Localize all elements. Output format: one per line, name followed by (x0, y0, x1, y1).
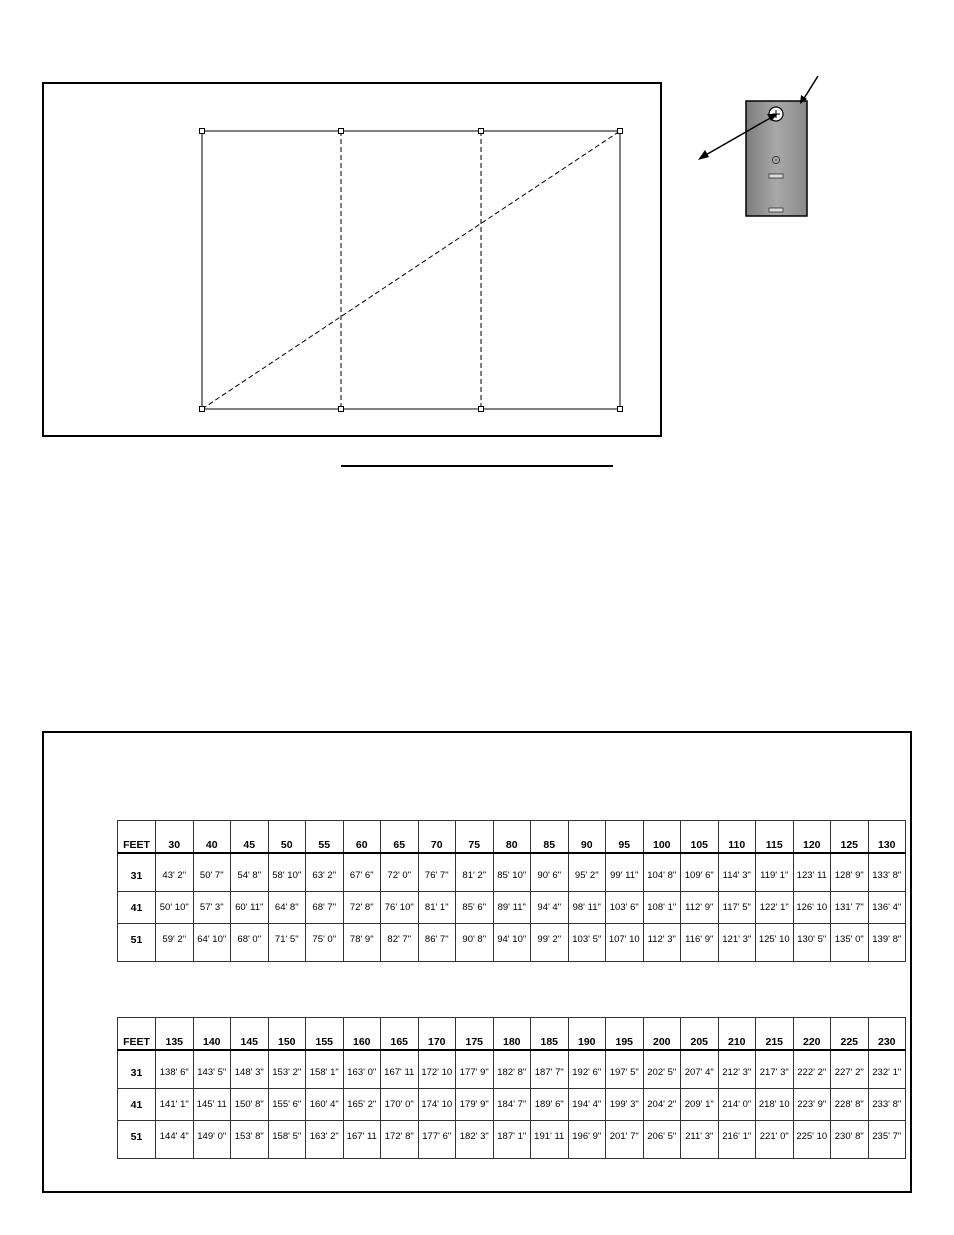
column-header: 220 (793, 1018, 831, 1051)
table-cell: 58' 10" (268, 853, 306, 892)
corner-marker (339, 129, 344, 134)
table-cell: 76' 10" (381, 892, 419, 924)
column-header: 230 (868, 1018, 906, 1051)
column-header: 135 (156, 1018, 194, 1051)
table-cell: 221' 0" (756, 1121, 794, 1159)
table-cell: 201' 7" (606, 1121, 644, 1159)
column-header: 80 (493, 821, 531, 854)
table-cell: 133' 8" (868, 853, 906, 892)
column-header: 55 (306, 821, 344, 854)
table-cell: 232' 1" (868, 1050, 906, 1089)
row-label: 51 (118, 1121, 156, 1159)
slot-icon (769, 174, 783, 178)
column-header: 50 (268, 821, 306, 854)
table-header-row (118, 1018, 906, 1051)
column-header: 175 (456, 1018, 494, 1051)
table-cell: 75' 0" (306, 924, 344, 962)
table-cell: 207' 4" (681, 1050, 719, 1089)
diagonal-line (202, 131, 620, 409)
table-row (118, 924, 906, 962)
column-header: 100 (643, 821, 681, 854)
column-header: 225 (831, 1018, 869, 1051)
table-row (118, 1089, 906, 1121)
column-header: 140 (193, 1018, 231, 1051)
table-cell: 227' 2" (831, 1050, 869, 1089)
row-label: 31 (118, 853, 156, 892)
table-cell: 139' 8" (868, 924, 906, 962)
column-header: 45 (231, 821, 269, 854)
table-cell: 50' 10" (156, 892, 194, 924)
table-cell: 95' 2" (568, 853, 606, 892)
section-title-underline (341, 465, 613, 467)
table-cell: 85' 10" (493, 853, 531, 892)
table-cell: 123' 11 (793, 853, 831, 892)
corner-marker (479, 407, 484, 412)
table-cell: 98' 11" (568, 892, 606, 924)
table-cell: 43' 2" (156, 853, 194, 892)
table-cell: 81' 1" (418, 892, 456, 924)
table-cell: 217' 3" (756, 1050, 794, 1089)
table-cell: 104' 8" (643, 853, 681, 892)
table-cell: 90' 8" (456, 924, 494, 962)
table-cell: 136' 4" (868, 892, 906, 924)
table-cell: 64' 10" (193, 924, 231, 962)
table-cell: 81' 2" (456, 853, 494, 892)
table-cell: 182' 8" (493, 1050, 531, 1089)
table-cell: 222' 2" (793, 1050, 831, 1089)
column-header: 125 (831, 821, 869, 854)
table-cell: 158' 1" (306, 1050, 344, 1089)
table-cell: 187' 1" (493, 1121, 531, 1159)
table-cell: 160' 4" (306, 1089, 344, 1121)
table-cell: 86' 7" (418, 924, 456, 962)
table-cell: 114' 3" (718, 853, 756, 892)
table-cell: 206' 5" (643, 1121, 681, 1159)
table-cell: 177' 9" (456, 1050, 494, 1089)
pointer-arrow (803, 76, 818, 100)
table-row (118, 853, 906, 892)
table-cell: 223' 9" (793, 1089, 831, 1121)
table-cell: 85' 6" (456, 892, 494, 924)
table-cell: 184' 7" (493, 1089, 531, 1121)
small-hole-icon (773, 157, 780, 164)
table-cell: 196' 9" (568, 1121, 606, 1159)
table-cell: 94' 4" (531, 892, 569, 924)
table-cell: 149' 0" (193, 1121, 231, 1159)
column-header: 145 (231, 1018, 269, 1051)
table-cell: 138' 6" (156, 1050, 194, 1089)
table-cell: 167' 11 (381, 1050, 419, 1089)
table-cell: 212' 3" (718, 1050, 756, 1089)
corner-marker (200, 407, 205, 412)
column-header: 75 (456, 821, 494, 854)
table-cell: 112' 9" (681, 892, 719, 924)
table-cell: 130' 5" (793, 924, 831, 962)
table-cell: 216' 1" (718, 1121, 756, 1159)
column-header: 65 (381, 821, 419, 854)
column-header: 60 (343, 821, 381, 854)
column-header: 200 (643, 1018, 681, 1051)
corner-marker (479, 129, 484, 134)
corner-marker (618, 129, 623, 134)
column-header: 215 (756, 1018, 794, 1051)
table-cell: 233' 8" (868, 1089, 906, 1121)
table-cell: 172' 10 (418, 1050, 456, 1089)
table-cell: 94' 10" (493, 924, 531, 962)
table-cell: 197' 5" (606, 1050, 644, 1089)
table-cell: 235' 7" (868, 1121, 906, 1159)
table-cell: 54' 8" (231, 853, 269, 892)
column-header: 130 (868, 821, 906, 854)
table-cell: 165' 2" (343, 1089, 381, 1121)
row-label: 41 (118, 892, 156, 924)
table-cell: 108' 1" (643, 892, 681, 924)
table-cell: 109' 6" (681, 853, 719, 892)
table-cell: 50' 7" (193, 853, 231, 892)
table-cell: 153' 8" (231, 1121, 269, 1159)
table-cell: 189' 6" (531, 1089, 569, 1121)
column-header: 210 (718, 1018, 756, 1051)
arrow-head-icon (698, 150, 709, 160)
table-cell: 230' 8" (831, 1121, 869, 1159)
table-cell: 68' 0" (231, 924, 269, 962)
measurement-table-1 (117, 820, 906, 962)
table-cell: 89' 11" (493, 892, 531, 924)
column-header: 95 (606, 821, 644, 854)
table-cell: 194' 4" (568, 1089, 606, 1121)
table-cell: 76' 7" (418, 853, 456, 892)
bracket-illustration (690, 70, 830, 230)
column-header: 180 (493, 1018, 531, 1051)
table-cell: 211' 3" (681, 1121, 719, 1159)
table-cell: 131' 7" (831, 892, 869, 924)
column-header: 30 (156, 821, 194, 854)
table-cell: 90' 6" (531, 853, 569, 892)
layout-diagram (42, 82, 662, 437)
table-cell: 68' 7" (306, 892, 344, 924)
table-cell: 99' 11" (606, 853, 644, 892)
table-cell: 135' 0" (831, 924, 869, 962)
column-header: 90 (568, 821, 606, 854)
table-cell: 163' 0" (343, 1050, 381, 1089)
table-cell: 63' 2" (306, 853, 344, 892)
table-cell: 218' 10 (756, 1089, 794, 1121)
row-label: 41 (118, 1089, 156, 1121)
table-row (118, 1121, 906, 1159)
table-cell: 141' 1" (156, 1089, 194, 1121)
table-cell: 214' 0" (718, 1089, 756, 1121)
table-cell: 167' 11 (343, 1121, 381, 1159)
table-cell: 179' 9" (456, 1089, 494, 1121)
header-feet: FEET (118, 1018, 156, 1051)
table-cell: 225' 10 (793, 1121, 831, 1159)
table-cell: 60' 11" (231, 892, 269, 924)
column-header: 150 (268, 1018, 306, 1051)
table-cell: 121' 3" (718, 924, 756, 962)
table-cell: 116' 9" (681, 924, 719, 962)
table-cell: 112' 3" (643, 924, 681, 962)
column-header: 105 (681, 821, 719, 854)
table-cell: 177' 6" (418, 1121, 456, 1159)
column-header: 115 (756, 821, 794, 854)
measurement-table-2 (117, 1017, 906, 1159)
table-cell: 71' 5" (268, 924, 306, 962)
table-cell: 117' 5" (718, 892, 756, 924)
table-row (118, 1050, 906, 1089)
table-cell: 125' 10 (756, 924, 794, 962)
row-label: 31 (118, 1050, 156, 1089)
table-cell: 82' 7" (381, 924, 419, 962)
table-cell: 72' 0" (381, 853, 419, 892)
table-cell: 143' 5" (193, 1050, 231, 1089)
table-cell: 99' 2" (531, 924, 569, 962)
table-cell: 192' 6" (568, 1050, 606, 1089)
table-cell: 228' 8" (831, 1089, 869, 1121)
table-cell: 57' 3" (193, 892, 231, 924)
table-cell: 67' 6" (343, 853, 381, 892)
table-cell: 64' 8" (268, 892, 306, 924)
table-cell: 122' 1" (756, 892, 794, 924)
header-feet: FEET (118, 821, 156, 854)
column-header: 70 (418, 821, 456, 854)
table-cell: 103' 5" (568, 924, 606, 962)
table-cell: 148' 3" (231, 1050, 269, 1089)
column-header: 205 (681, 1018, 719, 1051)
table-cell: 172' 8" (381, 1121, 419, 1159)
column-header: 185 (531, 1018, 569, 1051)
table-cell: 209' 1" (681, 1089, 719, 1121)
table-cell: 126' 10 (793, 892, 831, 924)
table-cell: 144' 4" (156, 1121, 194, 1159)
table-cell: 158' 5" (268, 1121, 306, 1159)
table-cell: 202' 5" (643, 1050, 681, 1089)
column-header: 110 (718, 821, 756, 854)
table-header-row (118, 821, 906, 854)
column-header: 155 (306, 1018, 344, 1051)
column-header: 190 (568, 1018, 606, 1051)
table-cell: 199' 3" (606, 1089, 644, 1121)
row-label: 51 (118, 924, 156, 962)
table-cell: 182' 3" (456, 1121, 494, 1159)
table-cell: 145' 11 (193, 1089, 231, 1121)
column-header: 195 (606, 1018, 644, 1051)
corner-marker (339, 407, 344, 412)
table-cell: 72' 8" (343, 892, 381, 924)
table-cell: 174' 10 (418, 1089, 456, 1121)
table-cell: 59' 2" (156, 924, 194, 962)
table-cell: 163' 2" (306, 1121, 344, 1159)
corner-marker (200, 129, 205, 134)
table-cell: 170' 0" (381, 1089, 419, 1121)
table-cell: 191' 11 (531, 1121, 569, 1159)
table-cell: 155' 6" (268, 1089, 306, 1121)
table-cell: 78' 9" (343, 924, 381, 962)
table-cell: 150' 8" (231, 1089, 269, 1121)
layout-diagram-drawing (44, 84, 660, 435)
table-row (118, 892, 906, 924)
corner-marker (618, 407, 623, 412)
column-header: 85 (531, 821, 569, 854)
table-cell: 119' 1" (756, 853, 794, 892)
column-header: 170 (418, 1018, 456, 1051)
slot-icon (769, 208, 783, 212)
column-header: 120 (793, 821, 831, 854)
table-cell: 107' 10 (606, 924, 644, 962)
column-header: 40 (193, 821, 231, 854)
table-cell: 128' 9" (831, 853, 869, 892)
table-cell: 204' 2" (643, 1089, 681, 1121)
column-header: 160 (343, 1018, 381, 1051)
table-cell: 153' 2" (268, 1050, 306, 1089)
table-cell: 187' 7" (531, 1050, 569, 1089)
table-cell: 103' 6" (606, 892, 644, 924)
column-header: 165 (381, 1018, 419, 1051)
